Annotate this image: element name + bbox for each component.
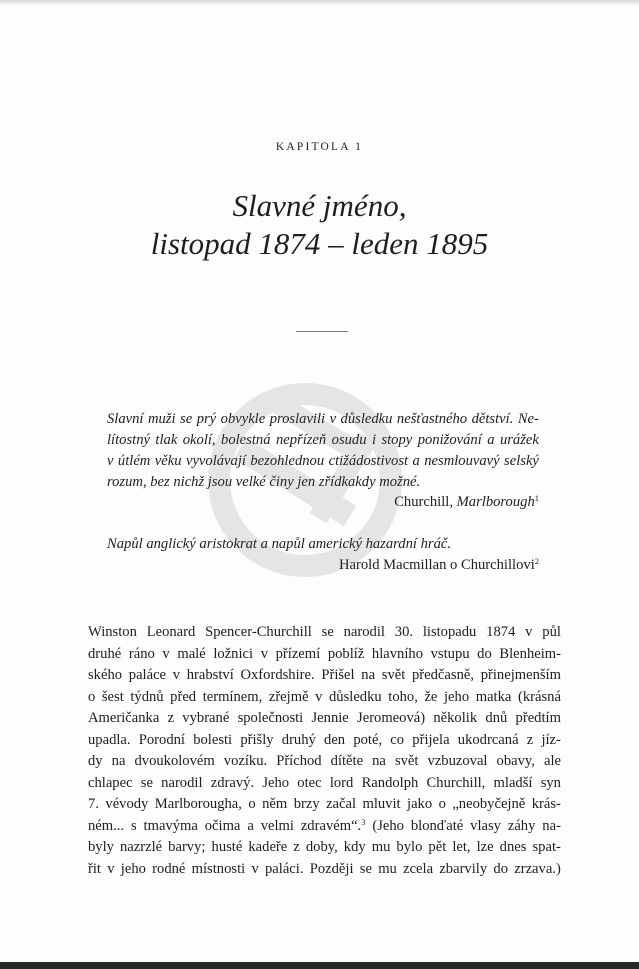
body-paragraph	[88, 622, 561, 880]
word: nešťastného	[396, 411, 468, 427]
word: osudu	[331, 432, 367, 448]
word: útlém	[117, 453, 151, 469]
word: selský	[504, 453, 539, 469]
word: dvoukolovém	[134, 753, 215, 769]
word: se	[321, 624, 334, 640]
word: jeho	[120, 860, 146, 877]
word: bezohlednou	[250, 453, 325, 469]
word: zrzava.)	[514, 860, 561, 877]
word: obavy,	[496, 753, 535, 769]
word: zdravém“.$^3$	[300, 816, 366, 834]
word: a	[412, 453, 420, 469]
word: poblíž	[327, 645, 365, 662]
title-divider	[296, 331, 348, 332]
word: byly	[88, 839, 114, 855]
word: v	[107, 860, 115, 877]
word: proslavili	[269, 411, 326, 427]
word: ném...	[88, 817, 125, 834]
word: ctižádostivost	[328, 453, 409, 469]
word: v	[172, 667, 181, 683]
word: Leonard	[146, 624, 196, 640]
word: jeho	[444, 688, 470, 705]
chapter-title	[0, 187, 639, 263]
word: Blenheim-	[499, 645, 561, 662]
word: Američanka	[88, 710, 160, 726]
word: před	[170, 688, 197, 705]
text-line	[88, 665, 561, 687]
word: záhy	[507, 817, 536, 834]
chapter-title-line-1: Slavné jméno,	[232, 188, 407, 223]
word: do	[493, 860, 508, 877]
word: nazrzlé	[120, 839, 163, 855]
word: očima	[204, 817, 241, 834]
word: matka	[475, 688, 512, 705]
word: mladší	[493, 774, 533, 791]
word: ložnici	[213, 645, 254, 662]
word: zbarvily	[439, 860, 488, 877]
text-line	[88, 730, 561, 752]
word: brzy	[293, 796, 320, 812]
word: se	[140, 774, 153, 791]
word: malé	[177, 645, 206, 662]
word: spat-	[532, 839, 561, 855]
word: kdy	[343, 839, 366, 855]
word: Spencer-Churchill	[205, 624, 312, 640]
text-line: rozum, bez nichž jsou velké činy jen zřídkakdy možné.	[107, 474, 421, 490]
word: i	[371, 432, 377, 448]
word: řit	[88, 860, 101, 877]
word: 7.	[88, 796, 99, 812]
word: se	[180, 411, 193, 427]
word: v	[107, 453, 114, 469]
word: na-	[542, 817, 561, 834]
word: zřejmě	[268, 688, 309, 705]
text-line	[88, 687, 561, 709]
text-line	[88, 859, 561, 881]
word: poté,	[353, 731, 383, 748]
chapter-number: KAPITOLA 1	[275, 141, 364, 153]
word: Jeho	[262, 774, 290, 791]
footnote-mark-1: 1	[534, 493, 539, 503]
word: ponižování	[417, 432, 482, 448]
footnote-mark-3: 3	[361, 816, 366, 827]
word: věku	[154, 453, 182, 469]
word: paláci.	[264, 860, 304, 877]
word: Jeromeová)	[357, 710, 426, 726]
word: v	[251, 860, 259, 877]
word: blonďaté	[410, 817, 464, 834]
word: důsledku	[329, 688, 382, 705]
word: několik	[433, 710, 478, 726]
word: lítostný	[107, 432, 150, 448]
word: z	[167, 710, 175, 726]
text-line	[88, 751, 561, 773]
word: Porodní	[138, 731, 185, 748]
word: narodil	[343, 624, 385, 640]
word: důsledku	[340, 411, 393, 427]
epigraph-churchill-attribution	[107, 492, 539, 513]
word: jíz-	[541, 731, 561, 748]
word: okolí,	[182, 432, 216, 448]
word: Ne-	[517, 411, 539, 427]
word: Churchill,	[426, 774, 486, 791]
word: vyvolávají	[185, 453, 246, 469]
word: lze	[476, 839, 494, 855]
word: (Jeho	[372, 817, 404, 834]
word: co	[390, 731, 405, 748]
epigraph-macmillan-quote: Napůl anglický aristokrat a napůl americký hazardní hráč.	[107, 536, 451, 552]
word: o	[88, 688, 96, 705]
word: a	[487, 432, 495, 448]
word: přinejmenším	[480, 667, 561, 683]
word: zdravý.	[210, 774, 255, 791]
text-line	[88, 644, 561, 666]
word: kadeře	[248, 839, 288, 855]
word: předčasně,	[412, 667, 474, 683]
word: termínem,	[202, 688, 263, 705]
word: z	[293, 839, 300, 855]
word: Marlborougha,	[154, 796, 242, 812]
word: dy	[88, 753, 103, 769]
word: „neobyčejně	[452, 796, 526, 812]
word: den	[324, 731, 346, 748]
word: vévody	[105, 796, 149, 812]
word: Randolph	[361, 774, 419, 791]
word: (krásná	[517, 688, 561, 705]
word: pět	[428, 839, 447, 855]
word: dítěte	[330, 753, 364, 769]
word: na	[361, 667, 376, 683]
word: lord	[329, 774, 354, 791]
word: Jennie	[311, 710, 349, 726]
word: vlasy	[470, 817, 501, 834]
word: otec	[297, 774, 322, 791]
epigraph-work-title: Marlborough	[456, 494, 535, 510]
epigraph-churchill-quote	[107, 409, 539, 493]
word: s	[130, 817, 137, 834]
word: vozíku.	[223, 753, 268, 769]
word: bolesti	[193, 731, 233, 748]
text-line	[107, 451, 539, 472]
word: Slavní	[107, 411, 144, 427]
word: přijela	[412, 731, 450, 748]
word: z	[526, 731, 534, 748]
word: syn	[540, 774, 561, 791]
word: 1874	[486, 624, 516, 640]
word: jako	[407, 796, 433, 812]
word: paláce	[128, 667, 167, 683]
word: let,	[452, 839, 471, 855]
text-line	[107, 409, 539, 430]
word: v	[260, 645, 268, 662]
epigraph-author: Churchill,	[394, 494, 453, 510]
word: bolestná	[221, 432, 271, 448]
word: na	[372, 753, 386, 769]
word: o	[248, 796, 256, 812]
word: Později	[309, 860, 354, 877]
word: v	[315, 688, 323, 705]
word: svět	[394, 753, 419, 769]
word: nesmlouvavý	[424, 453, 500, 469]
word: místnosti	[191, 860, 246, 877]
chapter-title-line-2: listopad 1874 – leden 1895	[150, 226, 489, 261]
word: přízemí	[275, 645, 321, 662]
word: narodil	[161, 774, 203, 791]
word: nepřízeň	[275, 432, 327, 448]
word: do	[477, 645, 492, 662]
word: na	[111, 753, 126, 769]
word: a	[247, 817, 254, 834]
text-line	[88, 837, 561, 859]
word: předtím	[515, 710, 561, 726]
word: týdnů	[130, 688, 164, 705]
word: upadla.	[88, 731, 131, 748]
word: prý	[196, 411, 217, 427]
word: ukodrcaná	[457, 731, 519, 748]
word: ale	[543, 753, 561, 769]
word: společnosti	[237, 710, 304, 726]
word: v	[162, 645, 170, 662]
word: druhé	[88, 645, 122, 662]
word: Oxfordshire.	[240, 667, 315, 683]
text-line	[107, 430, 539, 451]
footnote-mark-2: 2	[534, 556, 539, 566]
word: Příchod	[276, 753, 322, 769]
word: dnů	[485, 710, 508, 726]
word: přišly	[240, 731, 274, 748]
word: stopy	[381, 432, 413, 448]
word: se	[359, 860, 372, 877]
word: Winston	[88, 624, 137, 640]
word: šest	[101, 688, 124, 705]
word: Přišel	[321, 667, 355, 683]
word: 30.	[394, 624, 414, 640]
word: v	[525, 624, 533, 640]
word: toho,	[388, 688, 418, 705]
word: chlapec	[88, 774, 133, 791]
text-line	[88, 816, 561, 838]
word: tlak	[155, 432, 178, 448]
word: hlavního	[371, 645, 423, 662]
word: tmavýma	[143, 817, 198, 834]
word: hrabství	[186, 667, 234, 683]
text-line	[88, 622, 561, 644]
word: půl	[542, 624, 561, 640]
word: doby,	[305, 839, 338, 855]
word: barvy;	[168, 839, 206, 855]
word: velmi	[260, 817, 294, 834]
word: mu	[378, 860, 397, 877]
word: listopadu	[422, 624, 477, 640]
word: mu	[371, 839, 391, 855]
epigraph-macmillan-author: Harold Macmillan o Churchillovi	[338, 557, 535, 573]
word: krás-	[531, 796, 561, 812]
word: zcela	[403, 860, 434, 877]
page-top-shadow	[0, 0, 639, 6]
word: v	[329, 411, 337, 427]
word: obvykle	[220, 411, 266, 427]
word: druhý	[281, 731, 316, 748]
word: mluvit	[362, 796, 401, 812]
word: rodné	[152, 860, 186, 877]
text-line	[88, 794, 561, 816]
word: dětství.	[471, 411, 514, 427]
word: urážek	[499, 432, 539, 448]
word: něm	[262, 796, 288, 812]
word: bylo	[396, 839, 423, 855]
word: o	[438, 796, 446, 812]
word: vstupu	[430, 645, 470, 662]
word: že	[424, 688, 438, 705]
word: muži	[147, 411, 176, 427]
word: vzbuzoval	[427, 753, 488, 769]
viewer-bottom-bar	[0, 962, 639, 969]
word: svět	[381, 667, 406, 683]
word: ského	[88, 667, 123, 683]
text-line	[88, 773, 561, 795]
word: ráno	[128, 645, 155, 662]
word: vybrané	[182, 710, 230, 726]
word: husté	[211, 839, 243, 855]
text-line	[88, 708, 561, 730]
word: začal	[326, 796, 357, 812]
epigraph-macmillan-attribution	[107, 555, 539, 576]
word: dnes	[499, 839, 527, 855]
